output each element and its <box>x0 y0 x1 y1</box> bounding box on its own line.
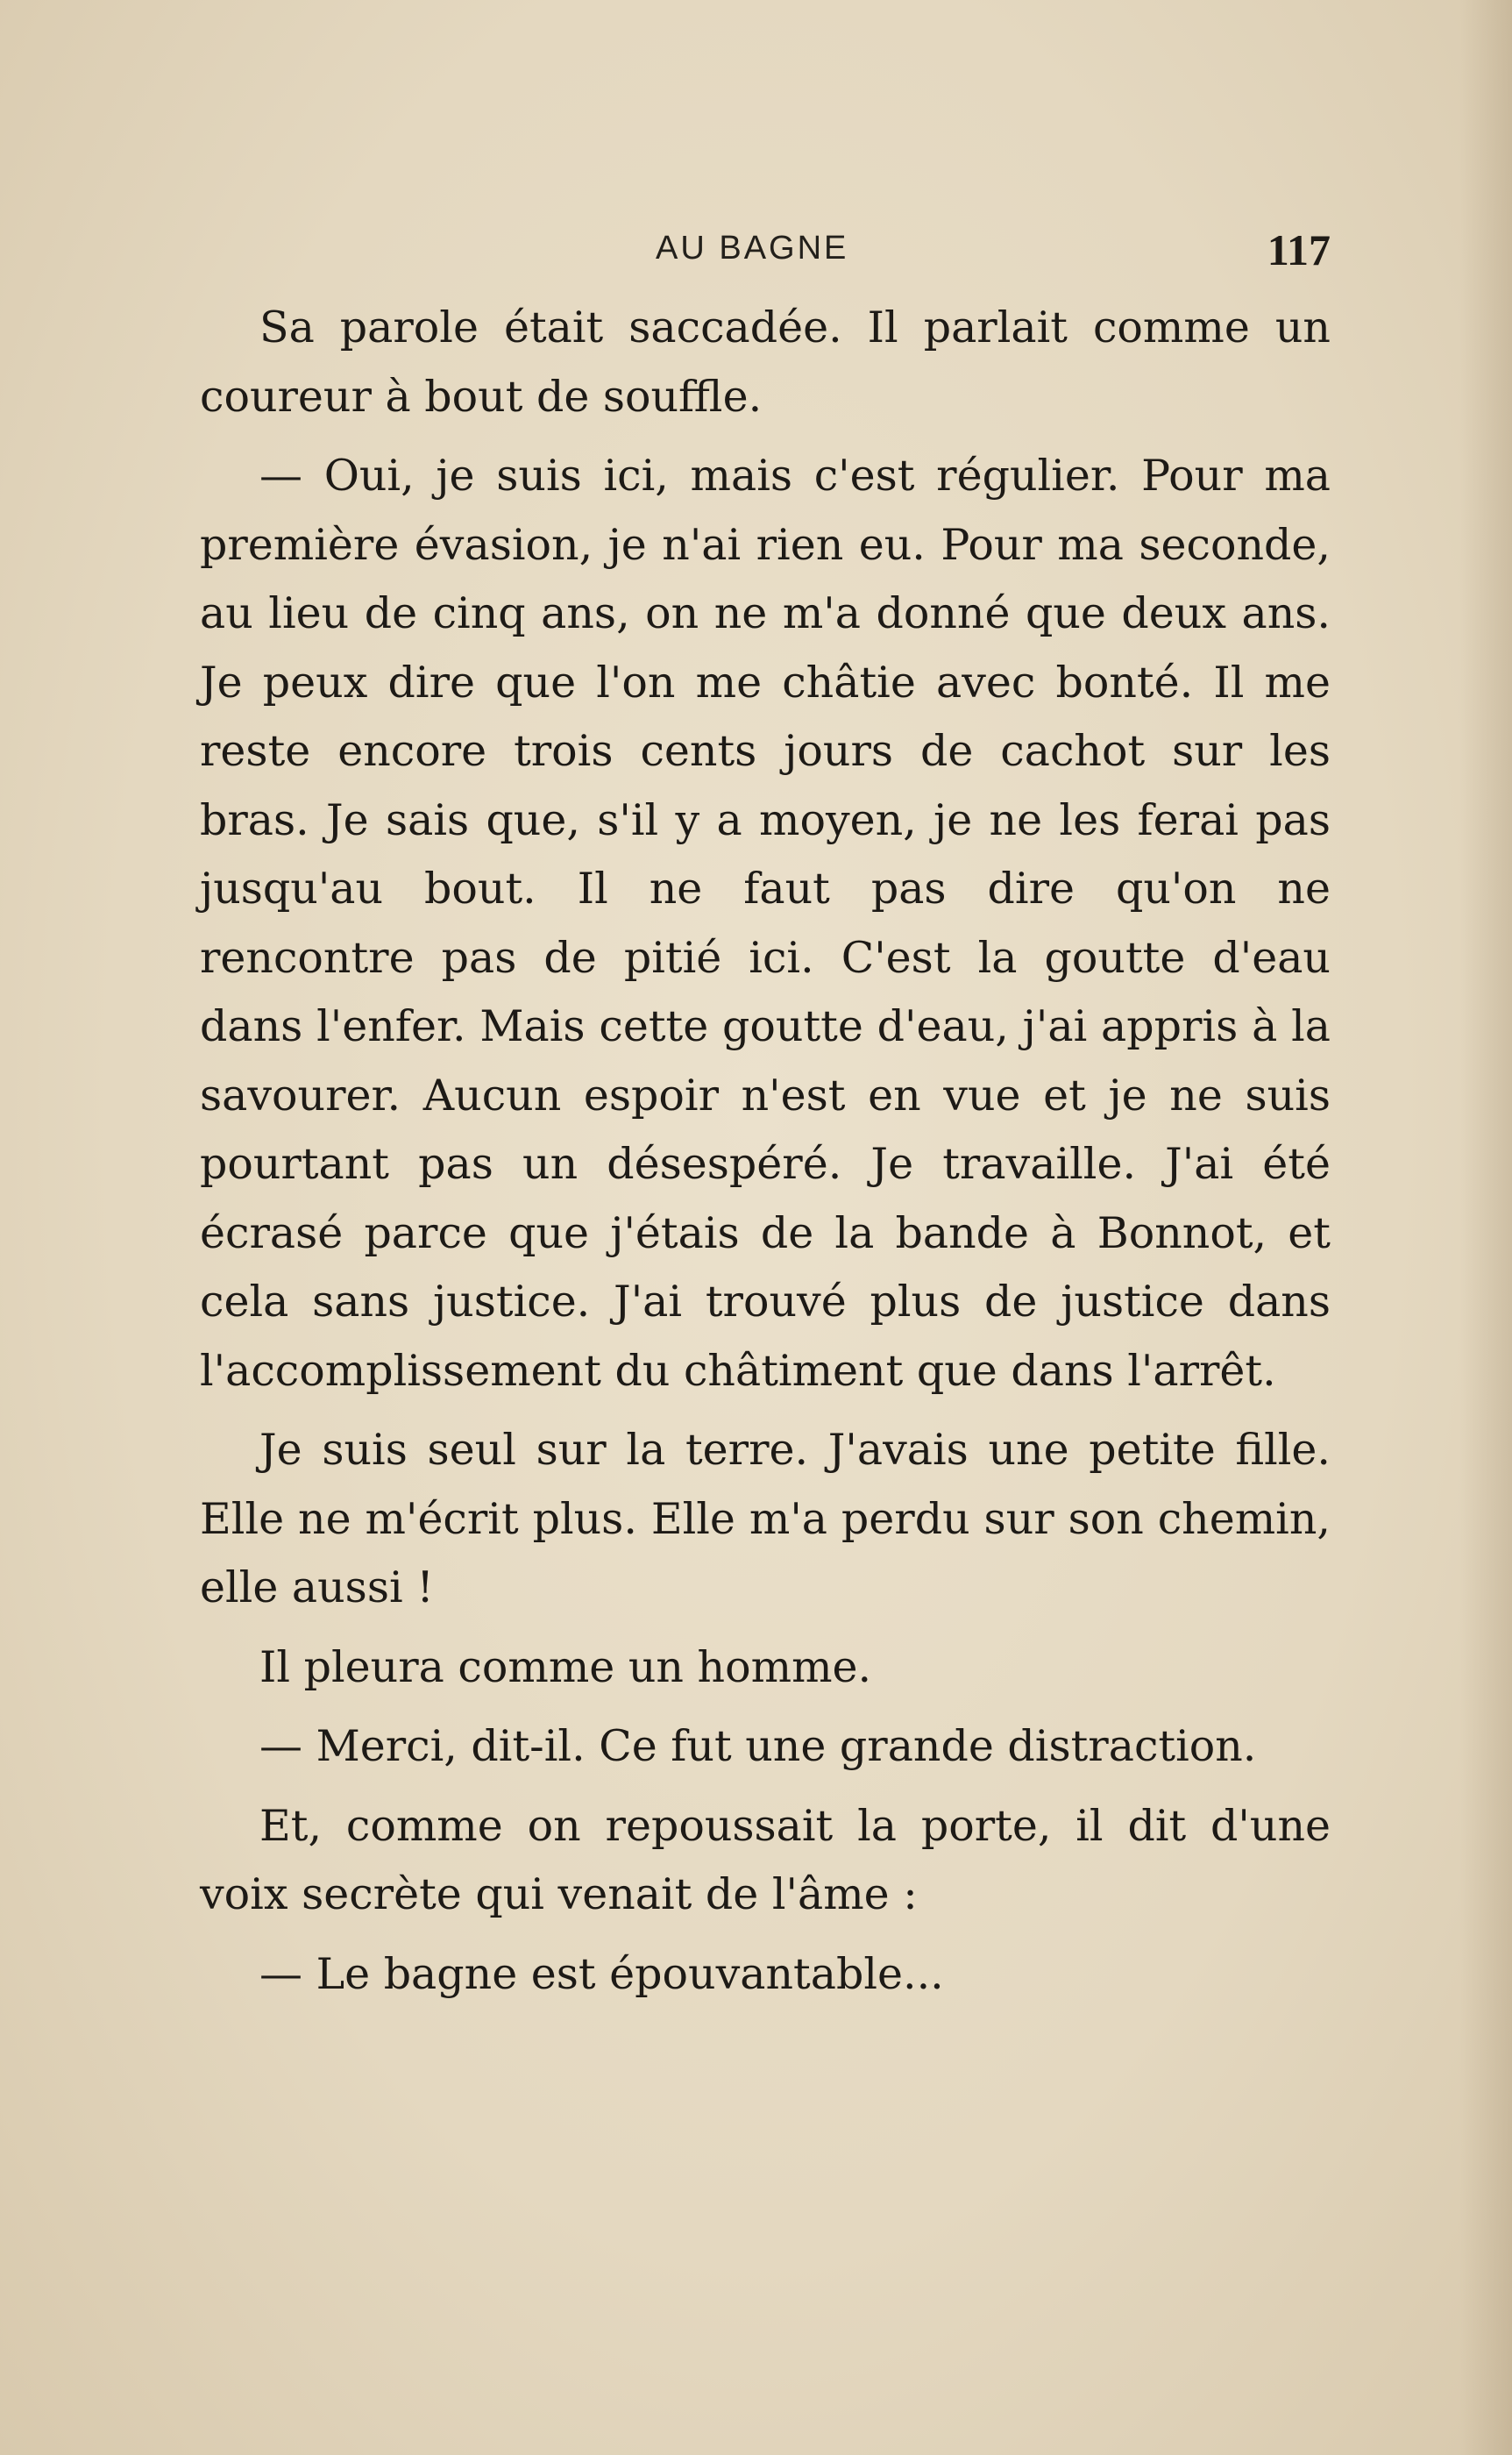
paragraph: — Merci, dit-il. Ce fut une grande distraction. <box>259 1721 1257 1771</box>
running-head <box>200 225 1331 282</box>
paragraph: Je suis seul sur la terre. J'avais une petite fille. Elle ne m'écrit plus. Elle m'a perdu sur son chemin, elle aussi ! <box>200 1425 1331 1612</box>
body-text <box>200 294 1331 2019</box>
page-edge-shadow <box>1459 0 1512 2455</box>
paragraph: — Oui, je suis ici, mais c'est régulier. Pour ma première évasion, je n'ai rien eu. Pour ma seconde, au lieu de cinq ans, on ne m'a donné que deux ans. Je peux dire que l'on me châtie avec bonté. Il me reste encore trois cents jours de cachot sur les bras. Je sais que, s'il y a moyen, je ne les ferai pas jusqu'au bout. Il ne faut pas dire qu'on ne rencontre pas de pitié ici. C'est la goutte d'eau dans l'enfer. Mais cette goutte d'eau, j'ai appris à la savourer. Aucun espoir n'est en vue et je ne suis pourtant pas un désespéré. Je travaille. J'ai été écrasé parce que j'étais de la bande à Bonnot, et cela sans justice. J'ai trouvé plus de justice dans l'accomplissement du châtiment que dans l'arrêt. <box>200 451 1331 1396</box>
paragraph: Et, comme on repoussait la porte, il dit d'une voix secrète qui venait de l'âme : <box>200 1800 1331 1919</box>
running-title: AU BAGNE <box>656 230 849 267</box>
paragraph: Il pleura comme un homme. <box>259 1641 872 1692</box>
paragraph: — Le bagne est épouvantable... <box>259 1948 944 1999</box>
page-number: 117 <box>1267 225 1331 274</box>
paragraph: Sa parole était saccadée. Il parlait comme un coureur à bout de souffle. <box>200 302 1331 422</box>
